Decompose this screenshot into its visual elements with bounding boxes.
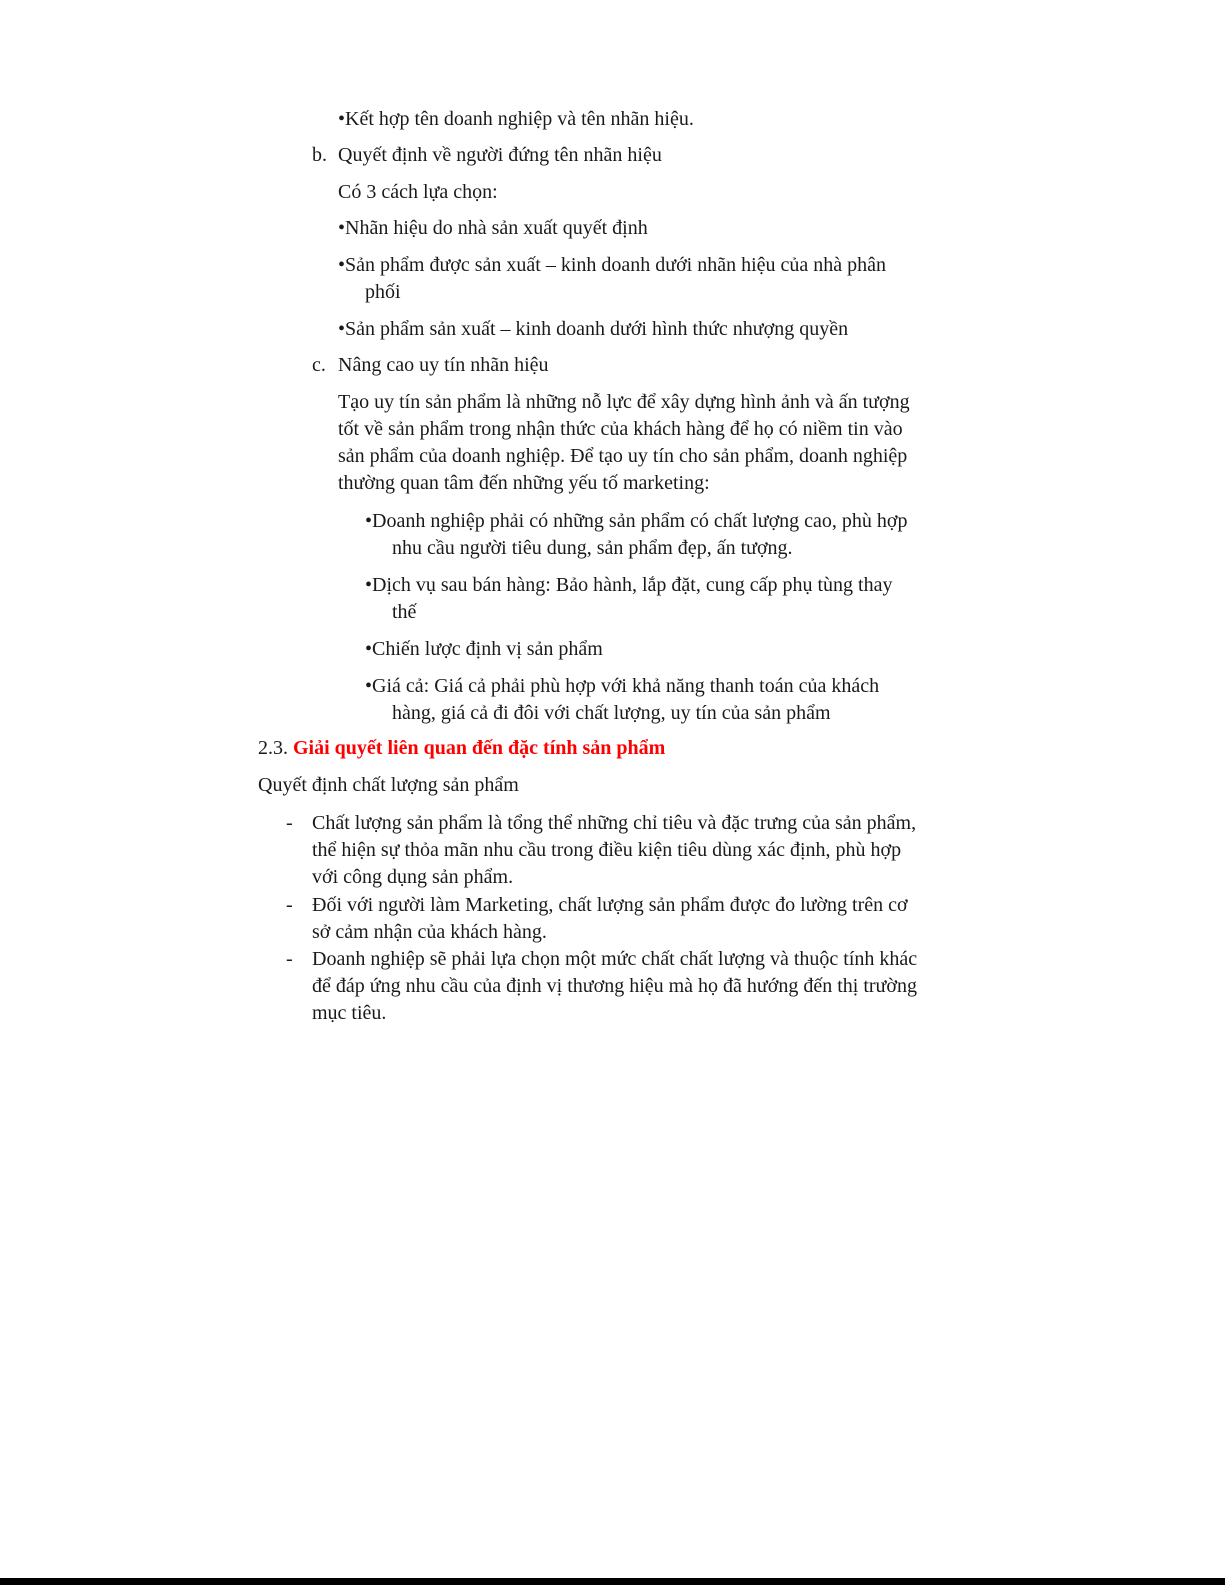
- bullet-text: Giá cả: Giá cả phải phù hợp với khả năng thanh toán của khách: [372, 675, 880, 697]
- bullet-item: [365, 572, 892, 599]
- paragraph-line: thường quan tâm đến những yếu tố marketing:: [338, 472, 710, 494]
- section-b-title: Quyết định về người đứng tên nhãn hiệu: [338, 144, 662, 166]
- section-b-intro: Có 3 cách lựa chọn:: [338, 181, 498, 203]
- dash-marker: -: [286, 948, 293, 970]
- bullet-text: Kết hợp tên doanh nghiệp và tên nhãn hiệu.: [345, 108, 694, 130]
- bullet-item: [338, 316, 848, 343]
- section-c-title: Nâng cao uy tín nhãn hiệu: [338, 354, 549, 376]
- bullet-text: Nhãn hiệu do nhà sản xuất quyết định: [345, 217, 648, 239]
- bullet-text: Sản phẩm sản xuất – kinh doanh dưới hình thức nhượng quyền: [345, 318, 849, 340]
- dash-item-line: Doanh nghiệp sẽ phải lựa chọn một mức chất chất lượng và thuộc tính khác: [312, 948, 918, 970]
- bullet-text: Dịch vụ sau bán hàng: Bảo hành, lắp đặt, cung cấp phụ tùng thay: [372, 574, 893, 596]
- section-heading: [258, 735, 665, 762]
- bullet-continuation: phối: [365, 281, 401, 303]
- dash-item-line: sở cảm nhận của khách hàng.: [312, 921, 547, 943]
- bullet-text: Sản phẩm được sản xuất – kinh doanh dưới nhãn hiệu của nhà phân: [345, 254, 887, 276]
- paragraph-line: Tạo uy tín sản phẩm là những nỗ lực để xây dựng hình ảnh và ấn tượng: [338, 391, 910, 413]
- dash-marker: -: [286, 812, 293, 834]
- list-marker-c: c.: [312, 354, 326, 376]
- bullet-item: [338, 252, 886, 279]
- dash-item-line: để đáp ứng nhu cầu của định vị thương hiệu mà họ đã hướng đến thị trường: [312, 975, 917, 997]
- bullet-item: [338, 215, 648, 242]
- heading-number: 2.3.: [258, 737, 288, 759]
- bullet-item: [338, 106, 694, 133]
- subheading: Quyết định chất lượng sản phẩm: [258, 774, 519, 796]
- bullet-continuation: thế: [392, 601, 417, 623]
- paragraph-line: sản phẩm của doanh nghiệp. Để tạo uy tín cho sản phẩm, doanh nghiệp: [338, 445, 908, 467]
- dash-item-line: với công dụng sản phẩm.: [312, 866, 514, 888]
- dash-item-line: Chất lượng sản phẩm là tổng thể những chỉ tiêu và đặc trưng của sản phẩm,: [312, 812, 917, 834]
- dash-marker: -: [286, 894, 293, 916]
- bottom-border: [0, 1578, 1225, 1585]
- bullet-item: [365, 508, 908, 535]
- bullet-continuation: nhu cầu người tiêu dung, sản phẩm đẹp, ấn tượng.: [392, 537, 793, 559]
- bullet-text: Doanh nghiệp phải có những sản phẩm có chất lượng cao, phù hợp: [372, 510, 908, 532]
- list-marker-b: b.: [312, 144, 327, 166]
- paragraph-line: tốt về sản phẩm trong nhận thức của khách hàng để họ có niềm tin vào: [338, 418, 903, 440]
- dash-item-line: Đối với người làm Marketing, chất lượng sản phẩm được đo lường trên cơ: [312, 894, 908, 916]
- bullet-text: Chiến lược định vị sản phẩm: [372, 638, 603, 660]
- heading-title: Giải quyết liên quan đến đặc tính sản phẩm: [293, 737, 666, 759]
- dash-item-line: thể hiện sự thỏa mãn nhu cầu trong điều kiện tiêu dùng xác định, phù hợp: [312, 839, 902, 861]
- dash-item-line: mục tiêu.: [312, 1002, 387, 1024]
- bullet-continuation: hàng, giá cả đi đôi với chất lượng, uy tín của sản phẩm: [392, 702, 831, 724]
- bullet-item: [365, 636, 603, 663]
- bullet-item: [365, 673, 879, 700]
